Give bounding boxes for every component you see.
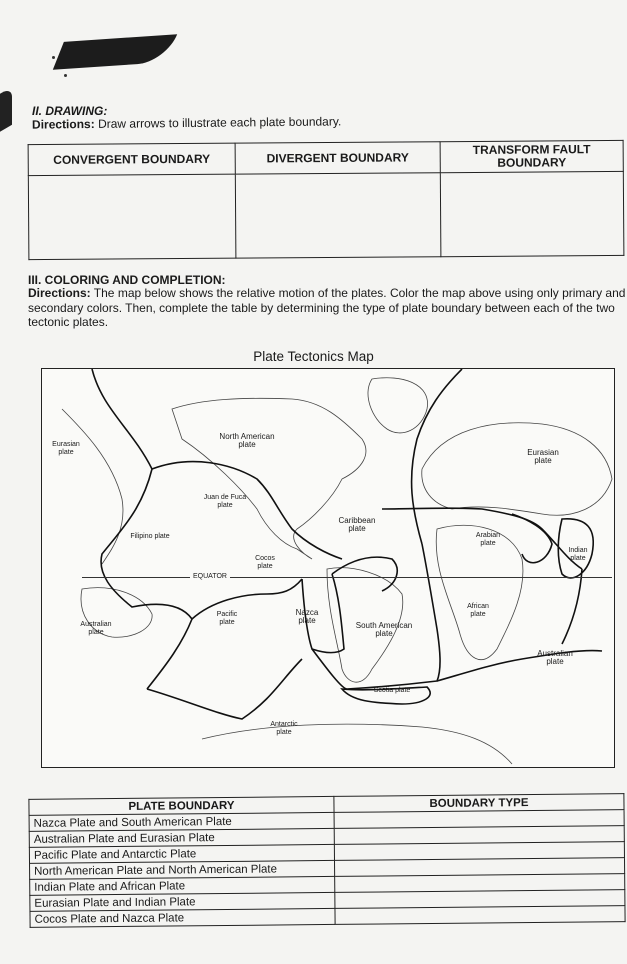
label-eurasian-plate-left: Eurasian plate	[52, 441, 80, 456]
speck	[52, 56, 55, 59]
label-juan-de-fuca-plate: Juan de Fuca plate	[203, 494, 247, 509]
label-south-american-plate: South American plate	[355, 621, 413, 638]
asia-coast-outline	[62, 409, 123, 564]
divergent-header: DIVERGENT BOUNDARY	[235, 142, 440, 174]
label-pacific-plate: Pacific plate	[216, 611, 238, 626]
label-scotia-plate: Scotia plate	[373, 687, 411, 694]
label-caribbean-plate: Caribbean plate	[338, 516, 376, 533]
transform-drawing-cell[interactable]	[440, 171, 624, 256]
antarctica-outline	[202, 724, 512, 764]
section-2-heading: II. DRAWING:	[32, 104, 108, 118]
directions-label: Directions:	[31, 116, 95, 132]
section-3-directions	[28, 286, 626, 330]
directions-text: Draw arrows to illustrate each plate boundary.	[94, 114, 342, 131]
north-america-outline	[172, 398, 366, 559]
divergent-drawing-cell[interactable]	[235, 173, 441, 258]
boundary-line	[92, 369, 192, 689]
section-2-directions	[32, 114, 341, 132]
plate-pair: Indian Plate and African Plate	[30, 876, 335, 895]
equator-line	[82, 577, 612, 578]
label-african-plate: African plate	[467, 603, 489, 618]
greenland-outline	[368, 378, 428, 433]
boundary-line	[562, 569, 582, 644]
boundary-line	[412, 369, 462, 544]
convergent-drawing-cell[interactable]	[28, 174, 236, 259]
label-cocos-plate: Cocos plate	[255, 555, 275, 570]
label-australian-plate-right: Australian plate	[537, 649, 573, 666]
map-title: Plate Tectonics Map	[253, 349, 374, 364]
drawing-table	[28, 140, 625, 260]
transform-header: TRANSFORM FAULT BOUNDARY	[440, 140, 623, 172]
speck	[64, 74, 67, 77]
label-filipino-plate: Filipino plate	[130, 533, 170, 540]
label-nazca-plate: Nazca plate	[295, 608, 319, 625]
boundary-type-answer[interactable]	[335, 906, 625, 925]
label-arabian-plate: Arabian plate	[475, 532, 501, 547]
label-antarctic-plate: Antarctic plate	[270, 721, 298, 736]
label-north-american-plate: North American plate	[219, 432, 275, 449]
plate-pair: Cocos Plate and Nazca Plate	[30, 908, 335, 927]
boundary-line	[192, 579, 302, 619]
eurasia-outline	[422, 423, 612, 515]
plate-pair: North American Plate and North American Plate	[30, 860, 335, 879]
map-drawing	[42, 369, 615, 768]
boundary-type-header: BOUNDARY TYPE	[334, 794, 624, 813]
label-indian-plate: Indian plate	[568, 547, 588, 562]
plate-pair: Eurasian Plate and Indian Plate	[30, 892, 335, 911]
boundary-line	[332, 557, 397, 591]
photo-edge-shadow	[0, 87, 12, 135]
directions-label: Directions:	[28, 286, 91, 300]
convergent-header: CONVERGENT BOUNDARY	[28, 143, 235, 175]
section-3-heading: III. COLORING AND COMPLETION:	[28, 273, 226, 287]
label-equator: EQUATOR	[190, 573, 230, 581]
plate-pair: Nazca Plate and South American Plate	[29, 812, 334, 831]
plate-pair: Pacific Plate and Antarctic Plate	[29, 844, 334, 863]
label-australian-plate-left: Australian plate	[80, 621, 112, 636]
plate-boundary-header: PLATE BOUNDARY	[29, 796, 334, 815]
label-eurasian-plate-right: Eurasian plate	[527, 448, 559, 465]
plate-pair: Australian Plate and Eurasian Plate	[29, 828, 334, 847]
photo-shadow	[53, 34, 177, 70]
plate-boundary-table	[28, 793, 625, 928]
directions-text: The map below shows the relative motion of the plates. Color the map above using only primary and secondary colors. Then, complete the table by determining the type of plate boundary between each of the two tectonic plates.	[28, 286, 626, 329]
boundary-line	[147, 659, 302, 719]
boundary-line	[152, 462, 342, 559]
plate-tectonics-map	[41, 368, 615, 768]
